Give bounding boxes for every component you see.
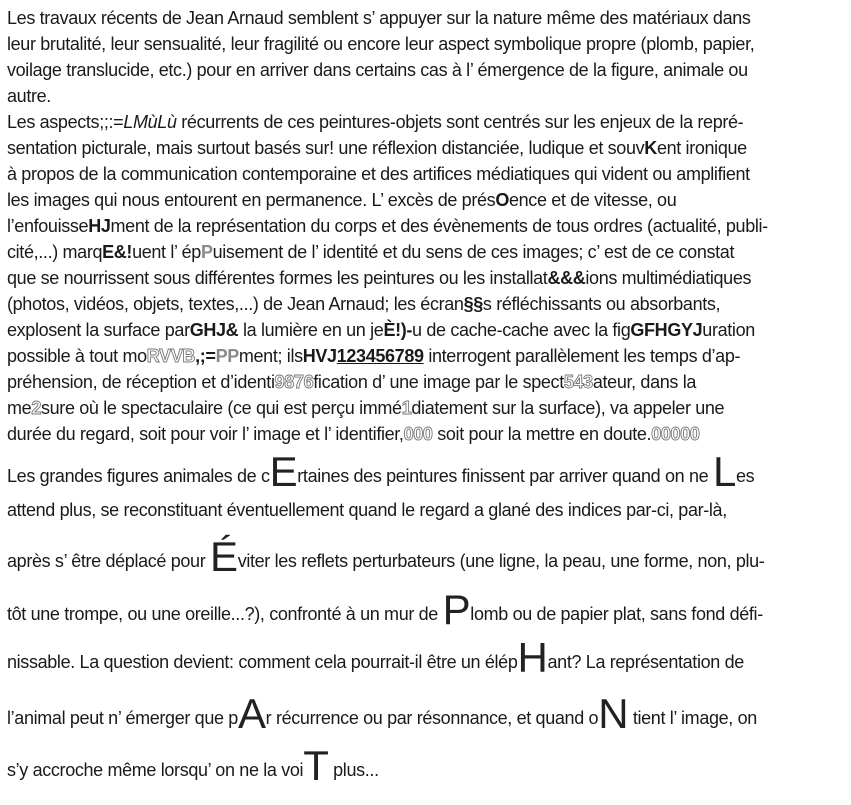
p1-line-2: leur brutalité, leur sensualité, leur fragilité ou encore leur aspect symbolique propre (plomb, papier, [7, 34, 755, 54]
p1-line-4: autre. [7, 86, 51, 106]
p2-line-7: que se nourrissent sous différentes formes les peintures ou les installat&&&ions multimédiatiques [7, 268, 752, 288]
p3-line-1: Les grandes figures animales de cErtaines des peintures finissent par arriver quand on ne Les [7, 448, 755, 495]
p3-line-5: nissable. La question devient: comment cela pourrait-il être un élépHant? La représentation de [7, 634, 744, 681]
p1-line-3: voilage translucide, etc.) pour en arriver dans certains cas à l’ émergence de la figure, animale ou [7, 60, 748, 80]
p2-line-10: possible à tout moRVVB,;=PPment; ilsHVJ123456789 interrogent parallèlement les temps d’ap- [7, 346, 741, 366]
p2-line-6: cité,...) marqE&!uent l’ épPuisement de l’ identité et du sens de ces images; c’ est de ce constat [7, 242, 735, 262]
p2-line-2: sentation picturale, mais surtout basés sur! une réflexion distanciée, ludique et souvKent ironique [7, 138, 747, 158]
p2-line-12: me2sure où le spectaculaire (ce qui est perçu immé1diatement sur la surface), va appeler une [7, 398, 725, 418]
p3-line-3: après s’ être déplacé pour Éviter les reflets perturbateurs (une ligne, la peau, une forme, non, plu- [7, 533, 765, 580]
p2-line-8: (photos, vidéos, objets, textes,...) de Jean Arnaud; les écran§§s réfléchissants ou absorbants, [7, 294, 721, 314]
p3-line-4: tôt une trompe, ou une oreille...?), confronté à un mur de Plomb ou de papier plat, sans fond défi- [7, 586, 763, 633]
p2-line-1: Les aspects;;:=LMùLù récurrents de ces peintures-objets sont centrés sur les enjeux de la repré- [7, 112, 744, 132]
p2-line-3: à propos de la communication contemporaine et des artifices médiatiques qui vident ou amplifient [7, 164, 750, 184]
p2-line-9: explosent la surface parGHJ& la lumière en un jeÈ!)-u de cache-cache avec la figGFHGYJuration [7, 320, 755, 340]
p3-line-2: attend plus, se reconstituant éventuellement quand le regard a glané des indices par-ci, par-là, [7, 500, 727, 520]
p2-line-13: durée du regard, soit pour voir l’ image et l’ identifier,000 soit pour la mettre en doute.00000 [7, 424, 700, 444]
p1-line-1: Les travaux récents de Jean Arnaud semblent s’ appuyer sur la nature même des matériaux dans [7, 8, 751, 28]
p3-line-6: l’animal peut n’ émerger que pAr récurrence ou par résonnance, et quand oN tient l’ image, on [7, 690, 757, 737]
p2-line-11: préhension, de réception et d’identi9876fication d’ une image par le spect543ateur, dans la [7, 372, 697, 392]
p2-line-5: l’enfouisseHJment de la représentation du corps et des évènements de tous ordres (actualité, publi- [7, 216, 768, 236]
p3-line-7: s’y accroche même lorsqu’ on ne la voiT plus... [7, 742, 379, 789]
p2-line-4: les images qui nous entourent en permanence. L’ excès de présOence et de vitesse, ou [7, 190, 677, 210]
